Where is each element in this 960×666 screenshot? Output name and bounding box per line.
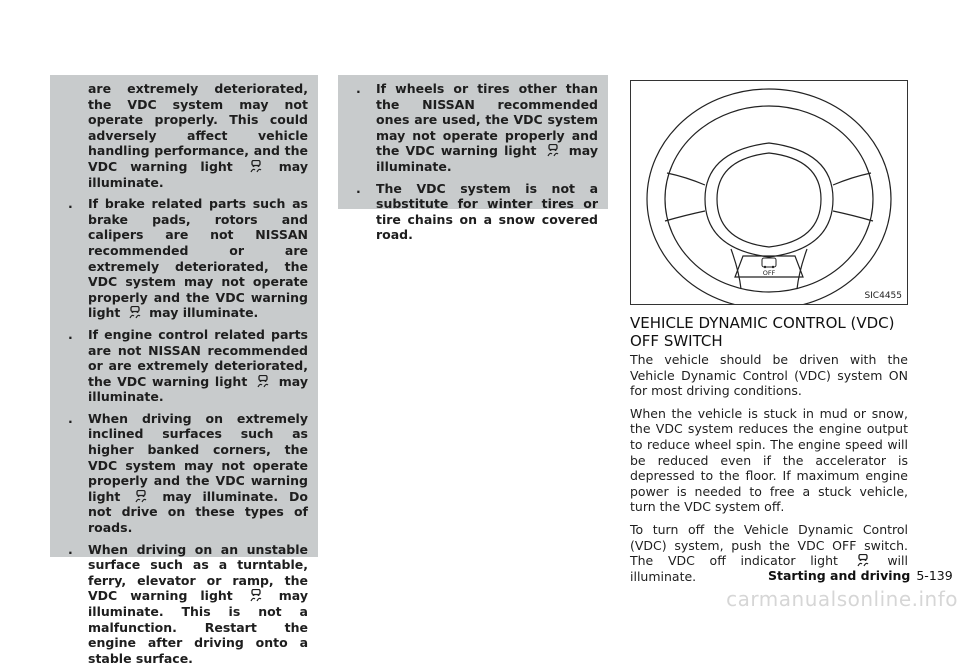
- bullet-dot: .: [356, 81, 361, 96]
- footer-section: Starting and driving: [768, 568, 911, 583]
- paragraph: The vehicle should be driven with the Vehicle Dynamic Control (VDC) system ON for most driving conditions.: [630, 352, 908, 399]
- vdc-warning-light-icon: [545, 144, 561, 157]
- steering-wheel-illustration: [631, 81, 907, 304]
- bullet-dot: .: [68, 326, 73, 342]
- paragraph: To turn off the Vehicle Dynamic Control (VDC) system, push the VDC OFF switch. The VDC off indicator light will illuminate.: [630, 521, 908, 584]
- page-number: 5-139: [916, 568, 953, 583]
- list-item: . If brake related parts such as brake pads, rotors and calipers are not NISSAN recommended or are extremely deteriorated, the VDC system may not operate properly and the VDC warning light may illuminate.: [68, 196, 308, 321]
- vdc-off-indicator-icon: [855, 554, 871, 567]
- list-item: . If engine control related parts are not NISSAN recommended or are extremely deteriorated, the VDC warning light may illuminate.: [68, 326, 309, 405]
- bullet-dot: .: [68, 410, 73, 426]
- paragraph: When the vehicle is stuck in mud or snow, the VDC system reduces the engine output to reduce wheel spin. The engine speed will be reduced even if the accelerator is depressed to the floor. If maximum engine power is needed to free a stuck vehicle, turn the VDC system off.: [630, 405, 908, 515]
- watermark: carmanualsonline.info: [726, 587, 958, 611]
- bullet-dot: .: [356, 180, 361, 196]
- vdc-warning-light-icon: [248, 160, 264, 173]
- vdc-warning-light-icon: [255, 375, 271, 388]
- list-item: . When driving on extremely inclined surfaces such as higher banked corners, the VDC system may not operate properly and the VDC warning light may illuminate. Do not drive on these types of roads.: [68, 410, 308, 536]
- switch-off-label: OFF: [762, 269, 776, 277]
- continued-text: are extremely deteriorated, the VDC system may not operate properly. This could adversely affect vehicle handling performance, and the VDC warning light may illuminate.: [88, 81, 309, 190]
- bullet-dot: .: [68, 196, 73, 212]
- bullet-dot: .: [68, 541, 73, 557]
- section-title: VEHICLE DYNAMIC CONTROL (VDC) OFF SWITCH: [630, 314, 895, 350]
- caution-box-middle: [338, 75, 608, 243]
- section-body: [630, 352, 911, 591]
- page-footer: [768, 568, 953, 583]
- steering-wheel-figure: [630, 80, 908, 305]
- vdc-warning-light-icon: [248, 589, 264, 602]
- vdc-warning-light-icon: [133, 490, 149, 503]
- caution-box-left: [50, 75, 318, 666]
- vdc-warning-light-icon: [127, 306, 143, 319]
- figure-code: SIC4455: [864, 291, 902, 301]
- list-item: . If wheels or tires other than the NISSAN recommended ones are used, the VDC system may not operate properly and the VDC warning light may illuminate.: [356, 81, 598, 174]
- list-item: . The VDC system is not a substitute for winter tires or tire chains on a snow covered road.: [356, 180, 598, 243]
- list-item: . When driving on an unstable surface such as a turntable, ferry, elevator or ramp, the VDC warning light may illuminate. This is not a malfunction. Restart the engine after driving onto a stable surface.: [68, 541, 309, 666]
